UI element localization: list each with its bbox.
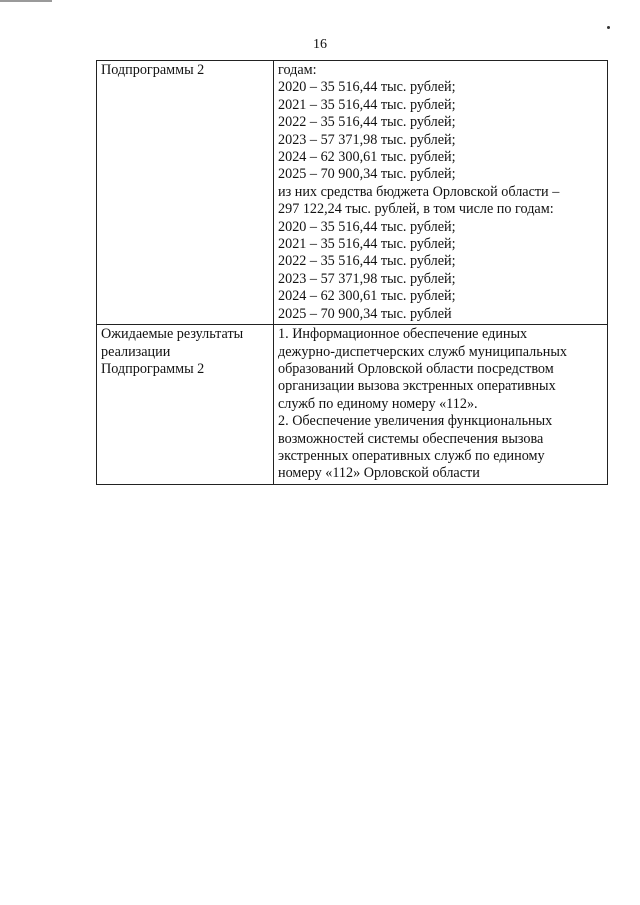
content-line: 2. Обеспечение увеличения функциональных [278, 413, 553, 430]
scan-speck [607, 26, 610, 29]
content-line: годам: [278, 62, 317, 78]
content-line: возможностей системы обеспечения вызова [278, 430, 544, 447]
program-table [96, 60, 608, 485]
row-label-cell [97, 61, 274, 325]
content-line: 2020 – 35 516,44 тыс. рублей; [278, 79, 456, 96]
content-line: образований Орловской области посредством [278, 360, 554, 377]
content-line: номеру «112» Орловской области [278, 465, 480, 482]
content-line: 2024 – 62 300,61 тыс. рублей; [278, 288, 456, 305]
content-line: 297 122,24 тыс. рублей, в том числе по годам: [278, 201, 554, 218]
content-line: 2025 – 70 900,34 тыс. рублей; [278, 166, 456, 183]
row-label-line: реализации [101, 343, 171, 360]
scan-edge-mark [0, 0, 52, 2]
content-line: 1. Информационное обеспечение единых [278, 326, 528, 343]
content-line: 2021 – 35 516,44 тыс. рублей; [278, 96, 456, 113]
table-row-financing [97, 61, 608, 325]
content-line: 2023 – 57 371,98 тыс. рублей; [278, 131, 456, 148]
content-line: 2022 – 35 516,44 тыс. рублей; [278, 253, 456, 270]
content-line: организации вызова экстренных оперативных [278, 378, 556, 395]
content-line: 2024 – 62 300,61 тыс. рублей; [278, 149, 456, 166]
row-label-cell [97, 325, 274, 485]
content-line: 2025 – 70 900,34 тыс. рублей [278, 305, 452, 322]
content-line: 2021 – 35 516,44 тыс. рублей; [278, 236, 456, 253]
row-label-line: Подпрограммы 2 [101, 360, 205, 377]
row-label-line: Ожидаемые результаты [101, 326, 244, 343]
page-number: 16 [313, 37, 327, 52]
content-line: экстренных оперативных служб по единому [278, 447, 545, 464]
content-line: 2020 – 35 516,44 тыс. рублей; [278, 218, 456, 235]
content-line: 2022 – 35 516,44 тыс. рублей; [278, 114, 456, 131]
content-line: дежурно-диспетчерских служб муниципальных [278, 343, 567, 360]
row-label-line: Подпрограммы 2 [101, 62, 205, 78]
table-row-expected-results [97, 325, 608, 485]
row-content-cell [274, 61, 608, 325]
content-line: из них средства бюджета Орловской области – [278, 183, 560, 200]
row-content-cell [274, 325, 608, 485]
content-line: служб по единому номеру «112». [278, 395, 478, 412]
content-line: 2023 – 57 371,98 тыс. рублей; [278, 270, 456, 287]
